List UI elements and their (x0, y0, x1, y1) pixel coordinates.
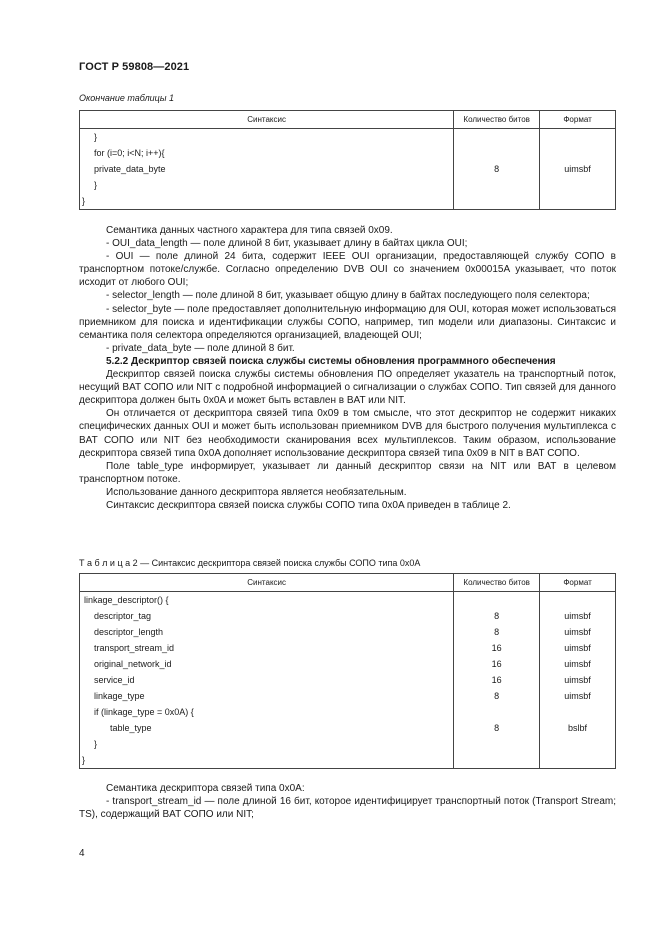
format-value: uimsbf (564, 611, 591, 621)
paragraph: Семантика дескриптора связей типа 0x0A: (106, 783, 305, 794)
syntax-line: } (94, 132, 98, 142)
syntax-line: table_type (110, 723, 152, 733)
format-value (540, 752, 615, 768)
bits-value (454, 752, 539, 768)
section-heading: 5.2.2 Дескриптор связей поиска службы системы обновления программного обеспечения (106, 355, 556, 367)
table1-col-syntax: Синтаксис (80, 111, 454, 129)
bits-value (454, 736, 539, 752)
table2-caption: Т а б л и ц а 2 — Синтаксис дескриптора связей поиска службы СОПО типа 0x0A (79, 558, 421, 568)
bits-value: 16 (491, 643, 502, 653)
syntax-line: descriptor_length (94, 627, 164, 637)
syntax-line: service_id (94, 675, 135, 685)
paragraph: - OUI — поле длиной 24 бита, содержит IEEE OUI организации, предоставляющей службу СОПО в транспортном потоке/службе. Согласно определению DVB OUI со значением 0x00015A указывает, что поток исходит от любого OUI; (79, 251, 616, 289)
format-value: uimsbf (564, 675, 591, 685)
paragraph: Дескриптор связей поиска службы системы обновления ПО определяет указатель на транспортный поток, несущий BAT СОПО или NIT с подробной информацией о сигнализации о службах СОПО. Тип связей для данного дескриптора должен быть 0x0A и может быть вставлен в BAT или NIT. (79, 369, 616, 407)
bits-value (454, 704, 539, 720)
table2 (79, 573, 616, 769)
bits-value: 8 (494, 723, 500, 733)
table2-header-row (80, 574, 616, 592)
section3-body (79, 782, 616, 821)
syntax-line: if (linkage_type = 0x0A) { (94, 707, 194, 717)
syntax-line: } (94, 180, 98, 190)
bits-value: 16 (491, 659, 502, 669)
paragraph: - selector_length — поле длиной 8 бит, указывает общую длину в байтах последующего поля селектора; (106, 290, 590, 302)
paragraph: - private_data_byte — поле длиной 8 бит. (106, 342, 295, 354)
paragraph: Использование данного дескриптора является необязательным. (106, 486, 407, 498)
format-value (540, 704, 615, 720)
table1-header-row (80, 111, 616, 129)
syntax-line: original_network_id (94, 659, 172, 669)
syntax-line: } (82, 755, 86, 765)
section1-body (79, 224, 616, 512)
table2-bits-cell (454, 592, 540, 769)
table2-format-cell (540, 592, 616, 769)
paragraph: Синтаксис дескриптора связей поиска службы СОПО типа 0x0A приведен в таблице 2. (106, 499, 511, 511)
table2-col-syntax: Синтаксис (80, 574, 454, 592)
syntax-line: transport_stream_id (94, 643, 175, 653)
format-value: uimsbf (564, 691, 591, 701)
syntax-line: descriptor_tag (94, 611, 152, 621)
table1-col-format: Формат (540, 111, 616, 129)
syntax-line: } (94, 739, 98, 749)
table1-format-cell: uimsbf (540, 129, 616, 210)
paragraph: - OUI_data_length — поле длиной 8 бит, указывает длину в байтах цикла OUI; (106, 238, 468, 250)
syntax-line: linkage_type (94, 691, 145, 701)
paragraph: Семантика данных частного характера для типа связей 0x09. (106, 225, 393, 236)
table2-col-bits: Количество битов (454, 574, 540, 592)
table2-syntax-cell (80, 592, 454, 769)
table1 (79, 110, 616, 210)
syntax-line: linkage_descriptor() { (84, 595, 169, 605)
syntax-line: private_data_byte (94, 164, 166, 174)
table-row (80, 592, 616, 769)
page-number: 4 (79, 848, 85, 859)
document-header: ГОСТ Р 59808—2021 (79, 61, 190, 73)
bits-value: 16 (491, 675, 502, 685)
format-value: uimsbf (564, 627, 591, 637)
bits-value: 8 (494, 691, 500, 701)
bits-value: 8 (494, 611, 500, 621)
table1-caption: Окончание таблицы 1 (79, 93, 174, 103)
format-value (540, 592, 615, 608)
table2-col-format: Формат (540, 574, 616, 592)
bits-value: 8 (494, 627, 500, 637)
table-row (80, 129, 616, 210)
paragraph: Поле table_type информирует, указывает ли данный дескриптор связи на NIT или BAT в целевом транспортном потоке. (79, 460, 616, 485)
format-value: uimsbf (564, 643, 591, 653)
table1-syntax-cell (80, 129, 454, 210)
bits-value (454, 592, 539, 608)
table1-col-bits: Количество битов (454, 111, 540, 129)
format-value: uimsbf (564, 659, 591, 669)
paragraph: - selector_byte — поле предоставляет дополнительную информацию для OUI, которая может использоваться приемником для поиска и идентификации службы СОПО, например, тип модели или диапазоны. Синтаксис и семантика поля селектора определяются организацией, владеющей OUI; (79, 303, 617, 341)
table1-bits-cell: 8 (454, 129, 540, 210)
syntax-line: for (i=0; i<N; i++){ (94, 148, 165, 158)
format-value: bslbf (568, 723, 588, 733)
format-value (540, 736, 615, 752)
paragraph: Он отличается от дескриптора связей типа 0x09 в том смысле, что этот дескриптор не содержит никаких специфических данных OUI и может быть использован приемником DVB для быстрого получения мультиплекса с BAT СОПО или NIT без необходимости сканирования всех мультиплексов. Таким образом, использование дескриптора связей типа 0x0A дополняет использование дескриптора связей типа 0x09 в NIT в BAT СОПО. (79, 408, 616, 459)
paragraph: - transport_stream_id — поле длиной 16 бит, которое идентифицирует транспортный поток (Transport Stream; TS), содержащий BAT СОПО или NIT; (79, 796, 616, 821)
syntax-line: } (82, 196, 86, 206)
